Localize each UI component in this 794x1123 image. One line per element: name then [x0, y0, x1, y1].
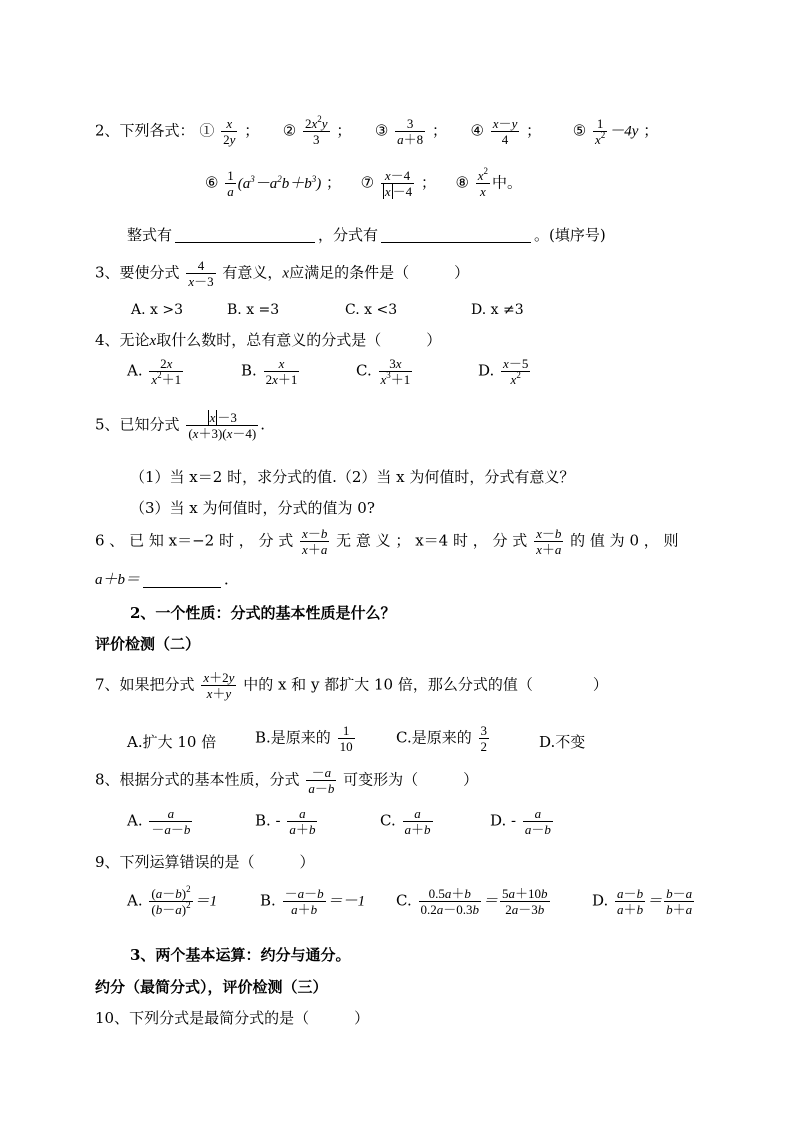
q2-line1: 2、下列各式： ① $\frac{x}{2y}$ ； ② $\frac{2x^2y}{3}$ ； ③ $\frac{3}{a+8}$ ； ④ $\frac{x-y}{4}$ ； ⑤ $\frac{1}{x^2}$ －4y ； — [95, 114, 659, 147]
fraction: $\frac{a}{a+b}$ — [289, 806, 316, 837]
q3-line: 3、要使分式 $\frac{4}{x-3}$ 有意义，x应满足的条件是（ ） — [95, 258, 470, 289]
q2-end: 中。 — [492, 173, 523, 192]
eval-heading-3: 约分（最简分式），评价检测（三） — [95, 978, 328, 996]
q8-option-b[interactable]: B. - $\frac{a}{a+b}$ — [255, 806, 316, 837]
fraction: $\frac{x-y}{4}$ — [492, 116, 518, 147]
fraction: $\frac{x}{2y}$ — [223, 116, 236, 147]
fraction: $\frac{x}{2x+1}$ — [265, 356, 298, 387]
q9-option-d[interactable]: D. $\frac{a-b}{a+b}$ ＝ $\frac{b-a}{b+a}$ — [592, 886, 693, 917]
q7-option-a[interactable]: A.扩大 10 倍 — [127, 733, 217, 751]
fraction: $\frac{3x}{x^3+1}$ — [380, 356, 411, 387]
fraction: $\frac{3}{2}$ — [480, 723, 487, 754]
q9-option-a[interactable]: A. $\frac{(a-b)^2}{(b-a)^2}$ ＝1 — [127, 884, 218, 917]
q2-item-4: ④ — [470, 121, 484, 140]
fraction: $\frac{a-b}{a+b}$ — [617, 886, 644, 917]
answer-blank-fractional[interactable] — [381, 241, 531, 243]
q7-line: 7、如果把分式 $\frac{x+2y}{x+y}$ 中的 x 和 y 都扩大 10 倍，那么分式的值（ ） — [95, 670, 608, 701]
fraction: $\frac{a}{a+b}$ — [404, 806, 431, 837]
q9-line: 9、下列运算错误的是（ ） — [95, 853, 315, 871]
q4-option-a[interactable]: A. $\frac{2x}{x^2+1}$ — [127, 356, 182, 387]
section-heading-operations: 3、两个基本运算：约分与通分。 — [130, 946, 351, 964]
fraction: $\frac{x+2y}{x+y}$ — [203, 670, 235, 701]
q2-item-5: ⑤ — [572, 121, 587, 140]
fraction: $\frac{a}{a-b}$ — [524, 806, 551, 837]
q2-item-8: ⑧ — [455, 173, 469, 192]
q3-option-d[interactable]: D. x ≠3 — [471, 302, 524, 318]
fraction: $\frac{x-b}{x+a}$ — [536, 526, 562, 557]
fraction: $\frac{2x}{x^2+1}$ — [151, 356, 182, 387]
q5-line: 5、已知分式 $\frac{x -3}{(x+3)(x-4)}$ . — [95, 410, 266, 441]
q6-line1: 6 、 已 知 x＝−2 时 ， 分 式 $\frac{x-b}{x+a}$ 无 意 义 ； x＝4 时 ， 分 式 $\frac{x-b}{x+a}$ 的 值 为 0 ， 则 — [95, 526, 679, 557]
q2-item-2: ② — [282, 121, 297, 140]
fraction: $\frac{5a+10b}{2a-3b}$ — [502, 886, 548, 917]
fraction: $\frac{x-b}{x+a}$ — [302, 526, 328, 557]
fraction: $\frac{x -3}{(x+3)(x-4)}$ — [188, 410, 257, 441]
answer-blank-integral[interactable] — [175, 241, 315, 243]
fraction: $\frac{-a}{a-b}$ — [308, 765, 335, 796]
q4-option-b[interactable]: B. $\frac{x}{2x+1}$ — [241, 356, 298, 387]
q5-sub2: （3）当 x 为何值时，分式的值为 0? — [130, 499, 375, 517]
q3-option-c[interactable]: C. x <3 — [345, 302, 398, 318]
fraction: $\frac{b-a}{b+a}$ — [666, 886, 693, 917]
fraction: $\frac{1}{a}$ — [227, 168, 234, 199]
fraction: $\frac{(a-b)^2}{(b-a)^2}$ — [151, 884, 191, 917]
q8-option-c[interactable]: C. $\frac{a}{a+b}$ — [380, 806, 431, 837]
q4-line: 4、无论x取什么数时，总有意义的分式是（ ） — [95, 331, 442, 349]
q9-option-b[interactable]: B. $\frac{-a-b}{a+b}$ ＝－1 — [260, 886, 366, 917]
q8-option-d[interactable]: D. - $\frac{a}{a-b}$ — [490, 806, 551, 837]
q7-option-c[interactable]: C.是原来的 $\frac{3}{2}$ — [396, 723, 487, 754]
fraction: $\frac{1}{10}$ — [339, 723, 353, 754]
q4-option-d[interactable]: D. $\frac{x-5}{x^2}$ — [478, 356, 529, 387]
fraction: $\frac{x-5}{x^2}$ — [503, 356, 529, 387]
fraction: $\frac{3}{a+8}$ — [397, 116, 424, 147]
q2-item-6: ⑥ — [205, 173, 219, 192]
q4-option-c[interactable]: C. $\frac{3x}{x^3+1}$ — [356, 356, 411, 387]
q8-line: 8、根据分式的基本性质，分式 $\frac{-a}{a-b}$ 可变形为（ ） — [95, 765, 479, 796]
q2-item-3: ③ — [374, 121, 389, 140]
fraction: $\frac{1}{x^2}$ — [594, 116, 606, 147]
fraction: $\frac{0.5a+b}{0.2a-0.3b}$ — [420, 886, 480, 917]
q3-option-a[interactable]: A. x >3 — [131, 302, 183, 318]
q2-answer-line: 整式有 ，分式有 。(填序号) — [127, 226, 606, 244]
q9-option-c[interactable]: C. $\frac{0.5a+b}{0.2a-0.3b}$ ＝ $\frac{5a+10b}{2a-3b}$ — [396, 886, 548, 917]
q3-option-b[interactable]: B. x =3 — [227, 302, 280, 318]
answer-blank-ab[interactable] — [143, 586, 221, 588]
fraction: $\frac{-a-b}{a+b}$ — [284, 886, 324, 917]
q10-line: 10、下列分式是最简分式的是（ ） — [95, 1009, 370, 1027]
fraction: $\frac{x^2}{x}$ — [477, 166, 489, 199]
q7-option-b[interactable]: B.是原来的 $\frac{1}{10}$ — [255, 723, 353, 754]
fraction: $\frac{4}{x-3}$ — [188, 258, 214, 289]
q6-line2: a＋b＝ ． — [95, 570, 240, 588]
eval-heading-2: 评价检测（二） — [95, 635, 201, 653]
fraction: $\frac{2x^2y}{3}$ — [305, 114, 328, 147]
q2-item-7: ⑦ — [360, 173, 375, 192]
q2-prefix: 2、下列各式： — [95, 121, 195, 140]
q8-option-a[interactable]: A. $\frac{a}{-a-b}$ — [127, 806, 191, 837]
q7-option-d[interactable]: D.不变 — [539, 733, 586, 751]
fraction: $\frac{a}{-a-b}$ — [151, 806, 191, 837]
q2-item-1: ① — [199, 121, 215, 140]
section-heading-property: 2、一个性质：分式的基本性质是什么？ — [130, 604, 396, 622]
q2-line2: ⑥ $\frac{1}{a}$ $(a^3-a^2b+b^3)$ ； ⑦ $\frac{x-4}{x -4}$ ； ⑧ $\frac{x^2}{x}$ 中。 — [205, 166, 523, 199]
q5-sub1: （1）当 x＝2 时，求分式的值.（2）当 x 为何值时，分式有意义？ — [130, 468, 575, 486]
fraction: $\frac{x-4}{x -4}$ — [381, 168, 414, 199]
